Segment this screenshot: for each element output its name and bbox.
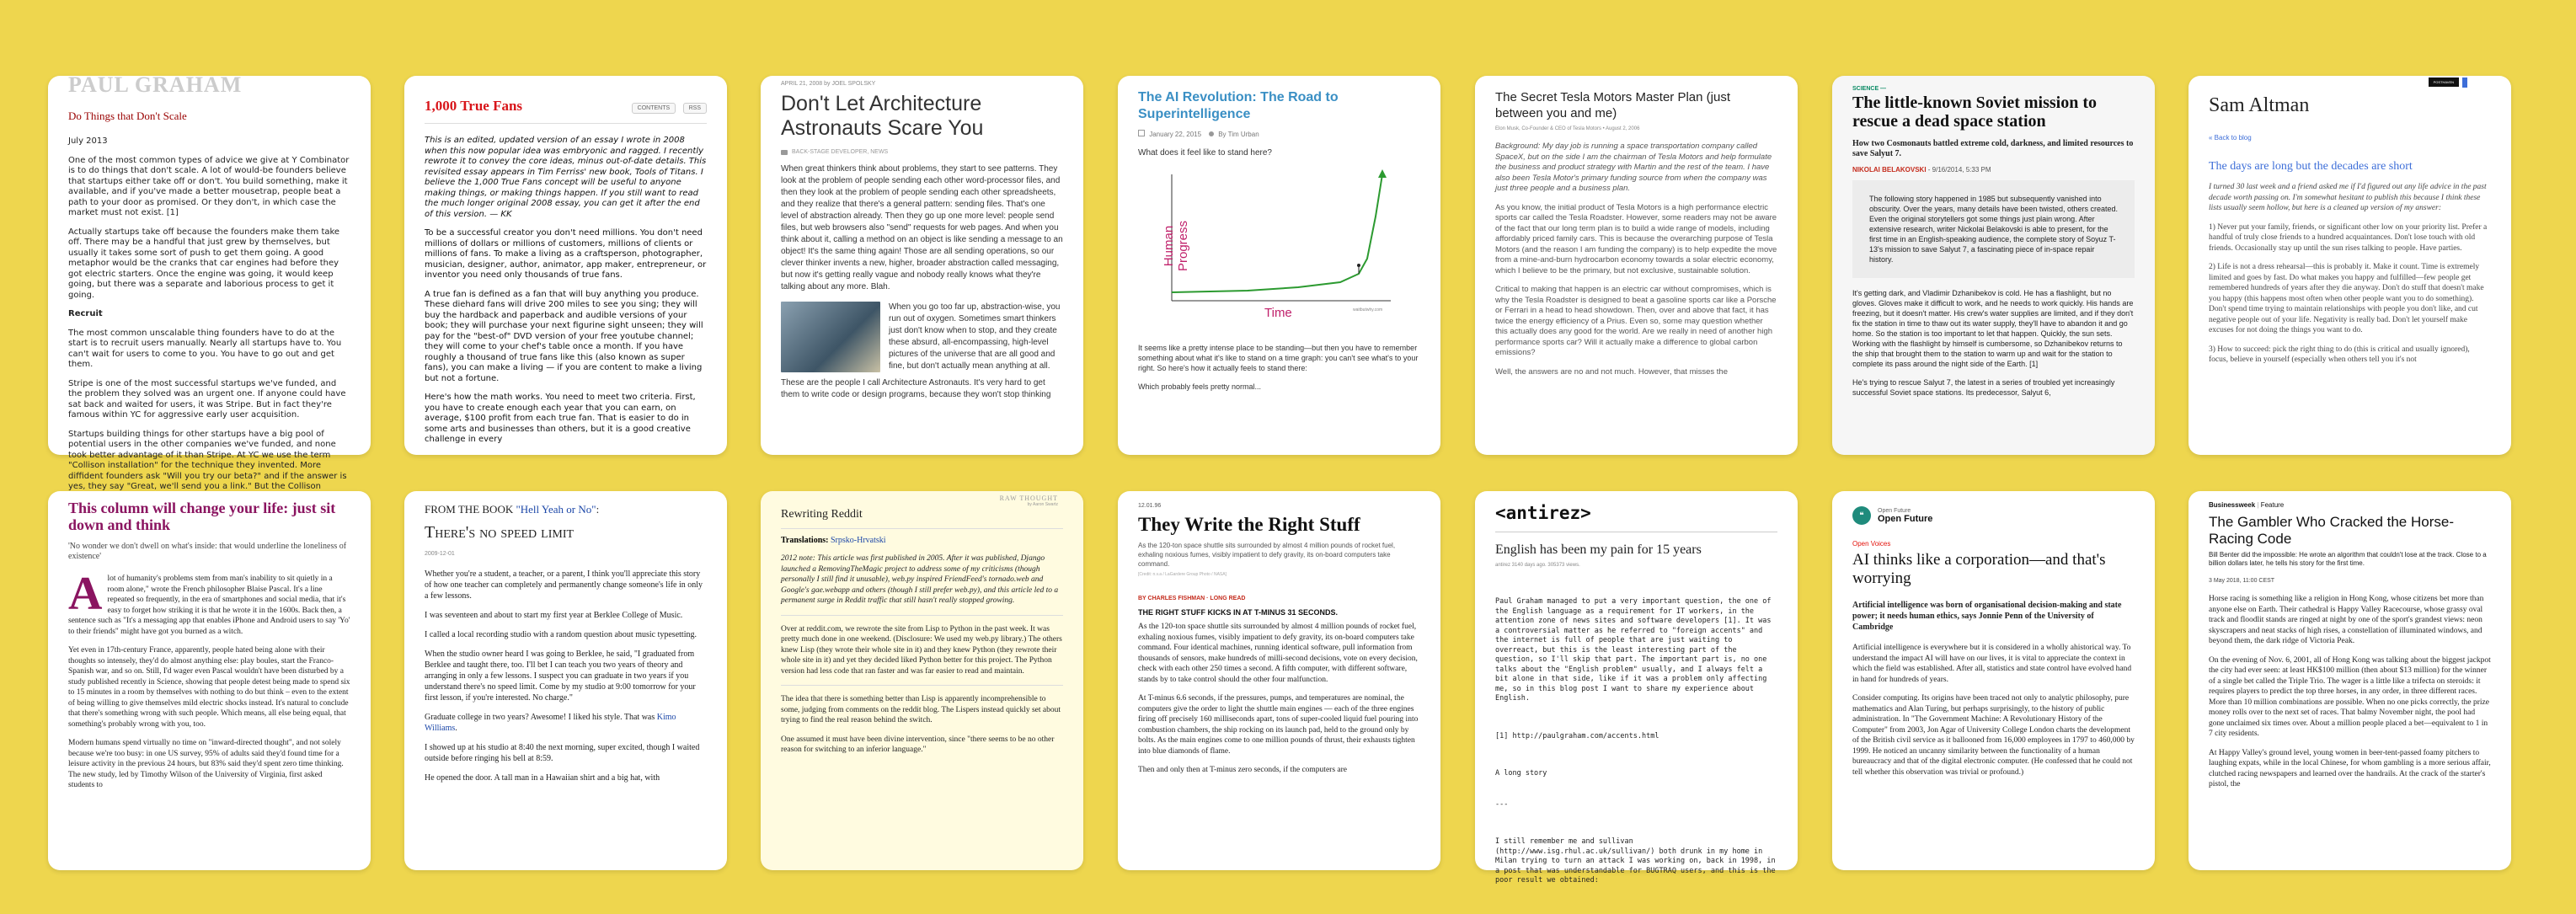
date: 2009-12-01 <box>425 551 455 557</box>
byline: Elon Musk, Co-Founder & CEO of Tesla Motors • August 2, 2006 <box>1495 126 1640 131</box>
section-label[interactable]: SCIENCE — <box>1852 86 1887 92</box>
paragraph: The idea that there is something better than Lisp is apparently incomprehensible to some, judging from comments on the reddit blog. The Lispers instead quickly set about trying to find the real reason behind the switch. <box>781 695 1061 724</box>
card-ai-corporation[interactable] <box>1832 491 2155 870</box>
paragraph: I showed up at his studio at 8:40 the next morning, super excited, though I waited outside before ringing his bell at 8:59. <box>425 743 700 763</box>
article-title: The Gambler Who Cracked the Horse-Racing Code <box>2209 514 2454 547</box>
paragraph: When you go too far up, abstraction-wise, you run out of oxygen. Sometimes smart thinkers just don't know when to stop, and they create these absurd, all-encompassing, high-level pictures of the universe that are all good and fine, but don't actually mean anything at all. <box>889 302 1061 371</box>
progress-graph <box>1138 166 1416 343</box>
paragraph: Actually startups take off because the founders make them take off. There may be a handful that just grew by themselves, but usually it takes some sort of push to get them going. A good metaphor would be the cranks that car engines had before they got electric starters. Once the engine was going, it would keep going, but there was a separate and laborious process to get it going. <box>68 227 340 300</box>
book-kicker: FROM THE BOOK "Hell Yeah or No": <box>425 503 600 516</box>
article-title: This column will change your life: just sit down and think <box>68 500 336 533</box>
paragraph: Over at reddit.com, we rewrote the site from Lisp to Python in the past week. It was pretty much done in one weekend. (Disclosure: We used my web.py library.) The others knew Lisp (they wrote their whole site in it) and they knew Python (they rewrote their whole site in it) and yet they decided liked Python better for this project. The Python version had less code that ran faster and was far easier to read and maintain. <box>781 624 1062 676</box>
paragraph: A true fan is defined as a fan that will buy anything you produce. These diehard fans will drive 200 miles to see you sing; they will buy the hardback and paperback and audible versions of your book; they will purchase your next figurine sight unseen; they will pay for the "best-of" DVD version of your free youtube channel; they will come to your chef's table once a month. If you have roughly a thousand of true fans like this (also known as super fans), you can make a living — if you are content to make a living but not a fortune. <box>425 289 703 383</box>
rss-button[interactable]: RSS <box>683 103 707 114</box>
byline: BY CHARLES FISHMAN · LONG READ <box>1138 596 1246 601</box>
posthaven-badge[interactable]: POSTHAVEN <box>2429 78 2459 87</box>
category[interactable]: BACK-STAGE DEVELOPER, NEWS <box>792 149 889 155</box>
paragraph: At T-minus 6.6 seconds, if the pressures, pumps, and temperatures are nominal, the computers give the order to light the shuttle main engines — each of the three engines firing off precisely 160 milliseconds apart, tons of super-cooled liquid fuel pouring into combustion chambers, the ship rocking on its launch pad, held to the ground only by bolts. As the main engines come to one million pounds of thrust, their exhausts tighten into blue diamonds of flame. <box>1138 694 1419 756</box>
author-icon <box>1209 131 1214 136</box>
card-architecture-astronauts[interactable] <box>761 76 1083 455</box>
date: January 22, 2015 <box>1149 131 1202 138</box>
brand[interactable]: ❝ Open Future Open Future <box>1852 506 2135 525</box>
dek: As the 120-ton space shuttle sits surrounded by almost 4 million pounds of rocket fuel, exhaling noxious fumes, visibly impatient to defy gravity, its on-board computers take command. <box>1138 542 1396 568</box>
paragraph: It seems like a pretty intense place to be standing—but then you have to remember something about what it's like to stand on a time graph: you can't see what's to your right. So here's how it actually feels to stand there: <box>1138 344 1419 372</box>
publication[interactable]: Businessweek | Feature <box>2209 501 2285 509</box>
card-rewriting-reddit[interactable] <box>761 491 1083 870</box>
paragraph: Artificial intelligence is everywhere but it is considered in a wholly ahistorical way. To understand the impact AI will have on our lives, it is vital to appreciate the context in which the field was established. After all, statistics and state control have evolved hand in hand for hundreds of years. <box>1852 644 2132 684</box>
paragraph: Well, the answers are no and not much. However, that misses the <box>1495 366 1728 377</box>
paragraph: The most common unscalable thing founders have to do at the start is to recruit users manually. Nearly all startups have to. You can't wait for users to come to you. You have to go out and get them. <box>68 328 342 369</box>
article-title: The little-known Soviet mission to rescue a dead space station <box>1852 94 2098 131</box>
article-title: The Secret Tesla Motors Master Plan (just between you and me) <box>1495 90 1730 120</box>
card-tesla-master-plan[interactable] <box>1475 76 1798 455</box>
posthaven-badge-accent <box>2462 78 2467 88</box>
date: July 2013 <box>68 136 108 146</box>
post-title: The days are long but the decades are short <box>2209 160 2413 173</box>
dek: How two Cosmonauts battled extreme cold, darkness, and limited resources to save Salyut 7. <box>1852 139 2134 158</box>
paragraph: Startups building things for other startups have a big pool of potential users in the other companies we've funded, and none took better advantage of it than Stripe. At YC we use the term "Collison installation" for the technique they invented. More diffident founders ask "Will you try our beta?" and if the answer is yes, they say "Great, we'll send you a link." But the Collison <box>68 429 347 491</box>
paragraph: 2) Life is not a dress rehearsal—this is probably it. Make it count. Time is extremely limited and goes by fast. Do what makes you happy and fulfilled—few people get remembered hundreds of years after they die anyway. Don't do stuff that doesn't make you happy (this happens most often when other people want you to do something). Don't spend time trying to maintain relationships with people you don't like, and cut negative people out of your life. Negativity is really bad. Don't let yourself make excuses for not doing the things you want to do. <box>2209 263 2484 334</box>
card-no-speed-limit[interactable] <box>404 491 727 870</box>
article-title: The AI Revolution: The Road to Superintelligence <box>1138 90 1339 121</box>
dek: 'No wonder we don't dwell on what's inside: that would underline the loneliness of existence' <box>68 542 347 561</box>
dek: Artificial intelligence was born of organisational decision-making and state power; it needs human ethics, says Jonnie Penn of the University of Cambridge <box>1852 601 2122 632</box>
folder-icon <box>781 150 788 155</box>
intro: I turned 30 last week and a friend asked me if I'd figured out any life advice in the past decade worth passing on. I'm somewhat hesitant to publish this because I think these lists usually seem hollow, but here is a cleaned up version of my answer: <box>2209 183 2487 212</box>
date: - 9/16/2014, 5:33 PM <box>1927 166 1991 174</box>
author[interactable]: By Tim Urban <box>1218 131 1259 138</box>
astronaut-image <box>781 302 880 372</box>
paragraph: I called a local recording studio with a random question about music typesetting. <box>425 630 697 639</box>
contents-button[interactable]: CONTENTS <box>632 103 676 114</box>
post-meta: APRIL 21, 2008 by JOEL SPOLSKY <box>781 81 876 87</box>
section-heading: A long story <box>1495 769 1547 778</box>
paragraph: He opened the door. A tall man in a Hawaiian shirt and a big hat, with <box>425 773 660 783</box>
paragraph: He's trying to rescue Salyut 7, the latest in a series of troubled yet increasingly successful Soviet space stations. Its predecessor, Salyut 6, <box>1852 378 2115 397</box>
intro: Background: My day job is running a space transportation company called SpaceX, but on the side I am the chairman of Tesla Motors and help formulate the business and product strategy with Martin and the rest of the team. I have also been Tesla Motor's primary funding source from when the company was just three people and a business plan. <box>1495 142 1772 193</box>
date: 12.01.96 <box>1138 503 1162 509</box>
paragraph: When the studio owner heard I was going to Berklee, he said, "I graduated from Berklee and taught there, too. I'll bet I can teach you two years of theory and arranging in only a few lessons. I suspect you can graduate in two years if you understand there's no speed limit. Come by my studio at 9:00 tomorrow for your first lesson, if you're interested. No charge." <box>425 649 696 703</box>
paragraph: One of the most common types of advice we give at Y Combinator is to do things that don't scale. A lot of would-be founders believe that startups either take off or don't. You build something, make it available, and if you've made a better mousetrap, people beat a path to your door as promised. Or they don't, in which case the market must not exist. [1] <box>68 155 350 217</box>
paragraph: Horse racing is something like a religion in Hong Kong, whose citizens bet more than anyone else on Earth. Their cathedral is Happy Valley Racecourse, whose grassy oval track and floodlit stands are ringed at night by one of the sport's grandest views: neon skyscrapers and neat stacks of high rises, a constellation of illuminated windows, and beyond them, the dark ridge of Victoria Peak. <box>2209 595 2484 645</box>
paragraph: Critical to making that happen is an electric car without compromises, which is why the Tesla Roadster is designed to beat a gasoline sports car like a Porsche or Ferrari in a head to head showdown. Then, over and above that fact, it has twice the energy efficiency of a Prius. Even so, some may question whether this actually does any good for the world. Are we really in need of another high performance sports car? Will it actually make a difference to global carbon emissions? <box>1495 285 1777 357</box>
paragraph: Whether you're a student, a teacher, or a parent, I think you'll appreciate this story of how one teacher can completely and permanently change someone's life in only a few lessons. <box>425 569 703 601</box>
paragraph: I still remember me and sullivan (http://www.isg.rhul.ac.uk/sullivan/) both drunk in my home in Milan trying to turn an attack I was working on, back in 1998, in a post that was understandable for BUGTRAQ users, and this is the poor result we obtained: <box>1495 837 1780 885</box>
article-title: Rewriting Reddit <box>781 508 863 521</box>
card-guardian-column[interactable] <box>48 491 371 870</box>
card-true-fans[interactable] <box>404 76 727 455</box>
section-heading: Recruit <box>68 309 103 318</box>
graph-credit: waitbutwhy.com <box>1353 307 1383 313</box>
article-title: English has been my pain for 15 years <box>1495 543 1702 557</box>
brand-name: Open Future <box>1878 513 1933 524</box>
paragraph: 3) How to succeed: pick the right thing to do (this is critical and usually ignored), focus, believe in yourself (especially when others tell you it's not <box>2209 345 2470 364</box>
paragraph: Then and only then at T-minus zero seconds, if the computers are <box>1138 766 1347 774</box>
paragraph: One assumed it must have been divine intervention, since "there seems to be no other reason for switching to an inferior language." <box>781 735 1055 754</box>
card-paul-graham[interactable] <box>48 72 371 491</box>
post-meta: antirez 3140 days ago. 305373 views. <box>1495 563 1580 568</box>
dek: Bill Benter did the impossible: He wrote an algorithm that couldn't lose at the track. Close to a billion dollars later, he tells his story for the first time. <box>2209 551 2487 567</box>
card-right-stuff[interactable] <box>1118 491 1440 870</box>
paragraph: Graduate college in two years? Awesome! I liked his style. That was Kimo Williams. <box>425 713 676 733</box>
article-title: AI thinks like a corporation—and that's worrying <box>1852 551 2106 587</box>
paragraph: It's getting dark, and Vladimir Dzhanibekov is cold. He has a flashlight, but no gloves. Gloves make it difficult to work, and he needs to work quickly. His hands are freezing, but it doesn't matter. His crew's water supplies are limited, and if they don't fix the station in time to thaw out its water supply, they'll have to abandon it and go home. So the station is too important to let that happen. Quickly, the sun sets. Working with the flashlight by himself is cumbersome, so Dzhanibekov returns to the ship that brought them to the station to warm up and wait for the station to complete its pass around the night side of the Earth. [1] <box>1852 289 2134 368</box>
lead: What does it feel like to stand here? <box>1138 148 1272 158</box>
y-axis-label: Human Progress <box>1162 220 1190 272</box>
card-antirez-english[interactable] <box>1475 491 1798 885</box>
intro-box: The following story happened in 1985 but subsequently vanished into obscurity. Over the years, many details have been twisted, others created. Even the original storytellers got some things just plain wrong. After extensive research, writer Nickolai Belakovski is able to present, for the first time in an English-speaking audience, the complete story of Soyuz T-13's mission to save Salyut 7, a fascinating piece of in-space repair history. <box>1852 180 2135 278</box>
reference-link[interactable]: [1] http://paulgraham.com/accents.html <box>1495 731 1659 740</box>
paragraph: A lot of humanity's problems stem from man's inability to sit quietly in a room alone," wrote the French philosopher Blaise Pascal. It's a line repeated so frequently, in the era of smartphones and social media, that it's easy to forget how striking it is that he wrote it in the 1600s. Back then, a sentence such as "It's a messaging app that enables iPhone and Android users to say 'Yo' to their friends" might have got you burned as a witch. <box>68 568 350 636</box>
paragraph: Consider computing. Its origins have been traced not only to analytic philosophy, pure mathematics and Alan Turing, but perhaps surprisingly, to the history of public administration. In "The Government Machine: A Revolutionary History of the Computer" from 2003, Jon Agar of University College London charts the development of the British civil service as it ballooned from 16,000 employees in 1797 to 460,000 by 1999. He noticed an uncanny similarity between the functionality of a human bureaucracy and that of the digital electronic computer. (He confessed that he could not tell whether this observation was trivial or profound.) <box>1852 694 2135 777</box>
blog-tag[interactable]: RAW THOUGHT <box>999 494 1058 502</box>
article-title: Do Things that Don't Scale <box>68 110 187 122</box>
article-title: There's no speed limit <box>425 523 575 542</box>
intro: This is an edited, updated version of an essay I wrote in 2008 when this now popular idea was embryonic and ragged. I recently rewrote it to convey the core ideas, minus out-of-date details. This revisited essay appears in Tim Ferriss' new book, Tools of Titans. I believe the 1,000 True Fans concept will be useful to anyone making things, or making things happen. If you still want to read the much longer original 2008 essay, you can get it after the end of this version. — KK <box>425 136 707 219</box>
blog-title[interactable]: Sam Altman <box>2209 94 2310 116</box>
section-heading: THE RIGHT STUFF KICKS IN AT T-MINUS 31 SECONDS. <box>1138 608 1339 617</box>
paragraph: To be a successful creator you don't need millions. You don't need millions of dollars or millions of customers, millions of clients or millions of fans. To make a living as a craftsperson, photographer, musician, designer, author, animator, app maker, entrepreneur, or inventor you need only thousands of true fans. <box>425 228 707 280</box>
site-logo: PAUL GRAHAM <box>68 72 243 97</box>
paragraph: At Happy Valley's ground level, young women in beer-tent-passed foamy pitchers to laughing expats, while in the local Chinese, for whom gambling is a more serious affair, clutched racing newspapers and learned over the handrails. At the crack of the starter's pistol, the <box>2209 748 2491 788</box>
note: 2012 note: This article was first published in 2005. After it was published, Django launched a RemovingTheMagic project to address some of my criticisms (though personally I still find it unusable), web.py inspired FriendFeed's tornado.web and Google's gae.webapp and others (though I still prefer web.py), and this article led to a permanent surge in Reddit traffic that still hasn't really stopped growing. <box>781 554 1059 605</box>
paragraph: Stripe is one of the most successful startups we've funded, and the problem they solved was an urgent one. If anyone could have sat back and waited for users, it was Stripe. But in fact they're famous within YC for aggressive early user acquisition. <box>68 378 346 420</box>
paragraph: As the 120-ton space shuttle sits surrounded by almost 4 million pounds of rocket fuel, exhaling noxious fumes, visibly impatient to defy gravity, its on-board computers take command. Four identical machines, running identical software, pull information from thousands of sensors, make hundreds of milli-second decisions, vote on every decision, check with each other 250 times a second. A fifth computer, with different software, stands by to take control should the other four malfunction. <box>1138 623 1418 684</box>
card-sam-altman[interactable] <box>2189 76 2511 455</box>
kimo-link[interactable]: Kimo Williams <box>425 713 676 733</box>
paragraph: On the evening of Nov. 6, 2001, all of Hong Kong was talking about the biggest jackpot the city had ever seen: at least HK$100 million (then about $13 million) for the winner of a single bet called the Triple Trio. The wager is a little like a trifecta on steroids: it requires players to predict the top three horses, in any order, in three different races. More than 10 million combinations are possible. When no one picks correctly, the prize money rolls over to the next set of races. That balmy November night, the pool had gone unclaimed six times over. About a million people placed a bet—equivalent to 1 in 7 city residents. <box>2209 655 2491 738</box>
section-label[interactable]: Open Voices <box>1852 540 1891 548</box>
article-title: They Write the Right Stuff <box>1138 514 1360 535</box>
paragraph: As you know, the initial product of Tesla Motors is a high performance electric sports car called the Tesla Roadster. However, some readers may not be aware of the fact that our long term plan is to build a wide range of models, including affordably priced family cars. This is because the overarching purpose of Tesla Motors (and the reason I am funding the company) is to help expedite the move from a mine-and-burn hydrocarbon economy towards a solar electric economy, which I believe to be the primary, but not exclusive, sustainable solution. <box>1495 202 1777 275</box>
book-link[interactable]: "Hell Yeah or No" <box>516 503 596 516</box>
open-future-icon: ❝ <box>1852 506 1871 525</box>
image-credit: [Credit: n.v.a / LaGardere Group Photo / NASA] <box>1138 572 1227 577</box>
card-ai-revolution[interactable] <box>1118 76 1440 455</box>
drop-cap: A <box>68 568 103 620</box>
card-horse-racing-gambler[interactable] <box>2189 491 2511 870</box>
date: 3 May 2018, 11:00 CEST <box>2209 578 2275 584</box>
paragraph: Paul Graham managed to put a very important question, the one of the English language as a requirement for IT workers, in the attention zone of news sites and software developers [1]. It was a controversial matter as he referred to "foreign accents" and the internet is full of people that are just waiting to overreact, but this is the least interesting part of the question, so I'll skip that part. The important part is, no one talks about the "English problem" usually, and I always felt a bit alone in that side, like if it was a problem only affecting me, so in this blog post I want to share my experience about English. <box>1495 597 1776 703</box>
article-title: 1,000 True Fans <box>425 98 523 114</box>
author[interactable]: NIKOLAI BELAKOVSKI <box>1852 166 1927 174</box>
translations-label: Translations: <box>781 536 829 545</box>
separator: --- <box>1495 799 1509 809</box>
translations-link[interactable]: Srpsko-Hrvatski <box>831 536 886 545</box>
calendar-icon <box>1138 130 1145 136</box>
paragraph: Yet even in 17th-century France, apparently, people hated being alone with their thoughts so intensely, they'd do almost anything else: play boules, start the Franco-Spanish war, and so on. Still, I'd wager even Pascal wouldn't have been disturbed by a study published recently in Science, showing that people detest being made to spend six to 15 minutes in a room by themselves with nothing to do but think – even to the extent of being willing to give themselves mild electric shocks instead. It's natural to conclude that there's something wrong with such people. Which means, all else being equal, that something's probably wrong with you, too. <box>68 646 350 729</box>
paragraph: These are the people I call Architecture Astronauts. It's very hard to get them to write code or design programs, because they won't stop thinking <box>781 378 1051 399</box>
paragraph: When great thinkers think about problems, they start to see patterns. They look at the problem of people sending each other word-processor files, and then they look at the problem of people sending each other spreadsheets, and they realize that there's a general pattern: sending files. That's one level of abstraction already. Then they go up one more level: people send files, but web browsers also "send" requests for web pages. And when you think about it, calling a method on an object is like sending a message to an object! It's the same thing again! Those are all sending operations, so our clever thinker invents a new, higher, broader abstraction called messaging, but now it's getting really vague and nobody really knows what they're talking about any more. Blah. <box>781 164 1063 291</box>
card-salyut-rescue[interactable] <box>1832 76 2155 455</box>
paragraph: Which probably feels pretty normal... <box>1138 382 1262 391</box>
paragraph: I was seventeen and about to start my first year at Berklee College of Music. <box>425 611 683 620</box>
paragraph: Modern humans spend virtually no time on "inward-directed thought", and not solely because we're too busy: in one US survey, 95% of adults said they'd found time for a leisure activity in the previous 24 hours, but 83% said they'd spent zero time thinking. The new study, led by Timothy Wilson of the University of Virginia, first asked students to <box>68 739 344 789</box>
site-logo[interactable]: <antirez> <box>1495 503 1591 523</box>
paragraph: Here's how the math works. You need to meet two criteria. First, you have to create enough each year that you can earn, on average, $100 profit from each true fan. That is easier to do in some arts and businesses than others, but it is a good creative challenge in every <box>425 393 696 444</box>
blog-author: by Aaron Swartz <box>1027 502 1058 507</box>
article-title: Don't Let Architecture Astronauts Scare You <box>781 92 984 140</box>
back-link[interactable]: « Back to blog <box>2209 134 2252 142</box>
paragraph: 1) Never put your family, friends, or significant other low on your priority list. Prefer a handful of truly close friends to a hundred acquaintances. Don't lose touch with old friends. Occasionally stay up until the sun rises talking to people. Have parties. <box>2209 222 2488 253</box>
x-axis-label: Time <box>1264 306 1292 320</box>
